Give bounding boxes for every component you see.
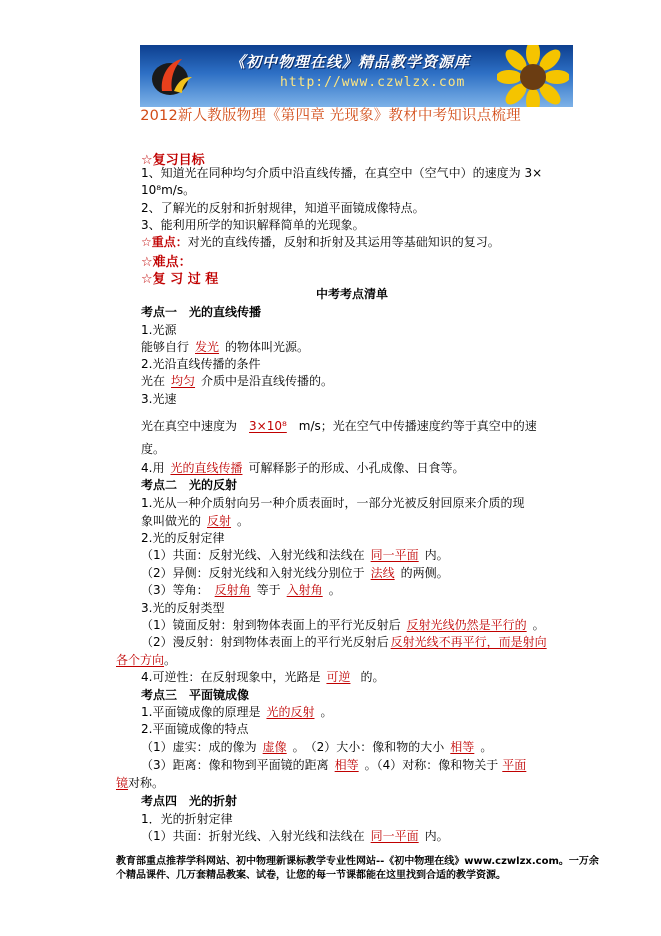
review-goals-heading: ☆复习目标 (141, 153, 205, 168)
answer-16: 相等 (334, 758, 359, 772)
goal-item-2: 2、了解光的反射和折射规律，知道平面镜成像特点。 (141, 201, 425, 215)
k2-line7: 3.光的反射类型 (141, 601, 225, 615)
k2-line11-b: 的。 (360, 670, 385, 684)
key-point-text: 对光的直线传播，反射和折射及其运用等基础知识的复习。 (187, 235, 500, 249)
k4-line2 (141, 828, 449, 845)
k1-line6-a: 光在真空中速度为 (141, 419, 238, 433)
k3-line1-a: 1.平面镜成像的原理是 (141, 705, 261, 719)
k3-line1-b: 。 (320, 705, 333, 719)
answer-11-cont: 各个方向 (116, 653, 165, 667)
k2-line4-b: 内。 (424, 548, 449, 562)
k2-line6-a: （3）等角： (141, 583, 209, 597)
answer-13: 光的反射 (266, 705, 315, 719)
k2-line3: 2.光的反射定律 (141, 531, 225, 545)
sunflower-icon (497, 45, 569, 107)
answer-6: 同一平面 (370, 548, 419, 562)
k2-line10-b: 。 (164, 653, 177, 667)
k2-line8-b: 。 (532, 618, 545, 632)
key-point (141, 234, 500, 251)
answer-5: 反射 (207, 514, 232, 528)
k2-line8 (141, 617, 545, 634)
banner-url[interactable]: http://www.czwlzx.com (280, 75, 466, 90)
k2-line5-b: 的两侧。 (400, 566, 449, 580)
answer-15: 相等 (450, 740, 475, 754)
k1-line8-b: 可解释影子的形成、小孔成像、日食等。 (248, 461, 465, 475)
k1-line1: 1.光源 (141, 323, 177, 337)
answer-3: 3×10⁸ (249, 419, 287, 433)
k3-line5-b: 对称。 (128, 776, 165, 790)
answer-2: 均匀 (171, 374, 196, 388)
k4-line2-b: 内。 (424, 829, 449, 843)
k2-line9 (141, 634, 549, 651)
k3-line5 (116, 775, 164, 792)
k2-line2-b: 。 (237, 514, 250, 528)
k1-line6-b: m/s；光在空气中传播速度约等于真空中的速 (298, 419, 537, 433)
header-banner (140, 45, 573, 107)
k2-line4 (141, 547, 449, 564)
footer-line-2: 个精品课件、几万套精品教案、试卷，让您的每一节课都能在这里找到合适的教学资源。 (116, 870, 506, 881)
answer-4: 光的直线传播 (170, 461, 243, 475)
k4-line1: 1．光的折射定律 (141, 812, 233, 826)
process-label: ☆复 习 过 程 (141, 272, 219, 287)
k2-line6-c: 。 (328, 583, 341, 597)
k1-line8-a: 4.用 (141, 461, 165, 475)
k3-title: 考点三 平面镜成像 (141, 688, 250, 702)
k3-line3-a: （1）虚实：成的像为 (141, 740, 257, 754)
k1-line3: 2.光沿直线传播的条件 (141, 357, 261, 371)
k2-title: 考点二 光的反射 (141, 478, 238, 492)
k1-title: 考点一 光的直线传播 (141, 305, 262, 319)
k1-line5: 3.光速 (141, 392, 177, 406)
k2-line5 (141, 565, 449, 582)
k2-line1: 1.光从一种介质射向另一种介质表面时，一部分光被反射回原来介质的现 (141, 496, 525, 510)
k2-line5-a: （2）异侧：反射光线和入射光线分别位于 (141, 566, 365, 580)
k2-line8-a: （1）镜面反射：射到物体表面上的平行光反射后 (141, 618, 401, 632)
difficult-point-label: ☆难点： (141, 255, 192, 270)
answer-1: 发光 (195, 340, 220, 354)
k2-line11-a: 4.可逆性：在反射现象中，光路是 (141, 670, 321, 684)
answer-17-cont: 镜 (116, 776, 129, 790)
banner-title: 《初中物理在线》精品教学资源库 (230, 53, 471, 71)
k1-line2-b: 的物体叫光源。 (225, 340, 310, 354)
k3-line4-a: （3）距离：像和物到平面镜的距离 (141, 758, 329, 772)
k2-line6 (141, 582, 341, 599)
answer-10: 反射光线仍然是平行的 (406, 618, 527, 632)
answer-8: 反射角 (214, 583, 251, 597)
k2-line2 (141, 513, 249, 530)
footer-line-1: 教育部重点推荐学科网站、初中物理新课标教学专业性网站--《初中物理在线》www.czwlzx.com。一万余 (116, 856, 599, 867)
k2-line10 (116, 652, 176, 669)
k1-line7: 度。 (141, 442, 166, 456)
k1-line4 (141, 373, 333, 390)
goal-item-1: 1、知道光在同种均匀介质中沿直线传播，在真空中（空气中）的速度为 3× (141, 166, 543, 180)
k1-line4-b: 介质中是沿直线传播的。 (201, 374, 334, 388)
answer-12: 可逆 (326, 670, 351, 684)
k2-line11 (141, 669, 384, 686)
k1-line6 (141, 418, 537, 435)
checklist-title: 中考考点清单 (316, 287, 389, 301)
answer-18: 同一平面 (370, 829, 419, 843)
site-logo-icon (148, 51, 196, 99)
k3-line3-b: 。 （2）大小：像和物的大小 (292, 740, 445, 754)
k2-line4-a: （1）共面：反射光线、入射光线和法线在 (141, 548, 365, 562)
goal-item-1-cont: 10⁸m/s。 (141, 183, 196, 197)
k1-line2 (141, 339, 309, 356)
k2-line6-b: 等于 (256, 583, 281, 597)
k2-line9-a: （2）漫反射：射到物体表面上的平行光反射后 (141, 635, 389, 649)
answer-11: 反射光线不再平行，而是射向 (390, 635, 547, 649)
goal-item-3: 3、能利用所学的知识解释简单的光现象。 (141, 218, 365, 232)
k1-line4-a: 光在 (141, 374, 166, 388)
k3-line2: 2.平面镜成像的特点 (141, 722, 249, 736)
answer-9: 入射角 (286, 583, 323, 597)
answer-7: 法线 (370, 566, 395, 580)
answer-14: 虚像 (262, 740, 287, 754)
k3-line3-c: 。 (480, 740, 493, 754)
k3-line1 (141, 704, 332, 721)
k4-line2-a: （1）共面：折射光线、入射光线和法线在 (141, 829, 365, 843)
k3-line4 (141, 757, 526, 774)
document-title: 2012新人教版物理《第四章 光现象》教材中考知识点梳理 (140, 108, 521, 124)
k4-title: 考点四 光的折射 (141, 794, 238, 808)
k3-line4-b: 。（4）对称：像和物关于 (364, 758, 499, 772)
k3-line3 (141, 739, 492, 756)
k2-line2-a: 象叫做光的 (141, 514, 202, 528)
k1-line8 (141, 460, 464, 477)
k1-line2-a: 能够自行 (141, 340, 190, 354)
answer-17: 平面 (502, 758, 527, 772)
key-point-label: ☆重点： (141, 235, 188, 249)
